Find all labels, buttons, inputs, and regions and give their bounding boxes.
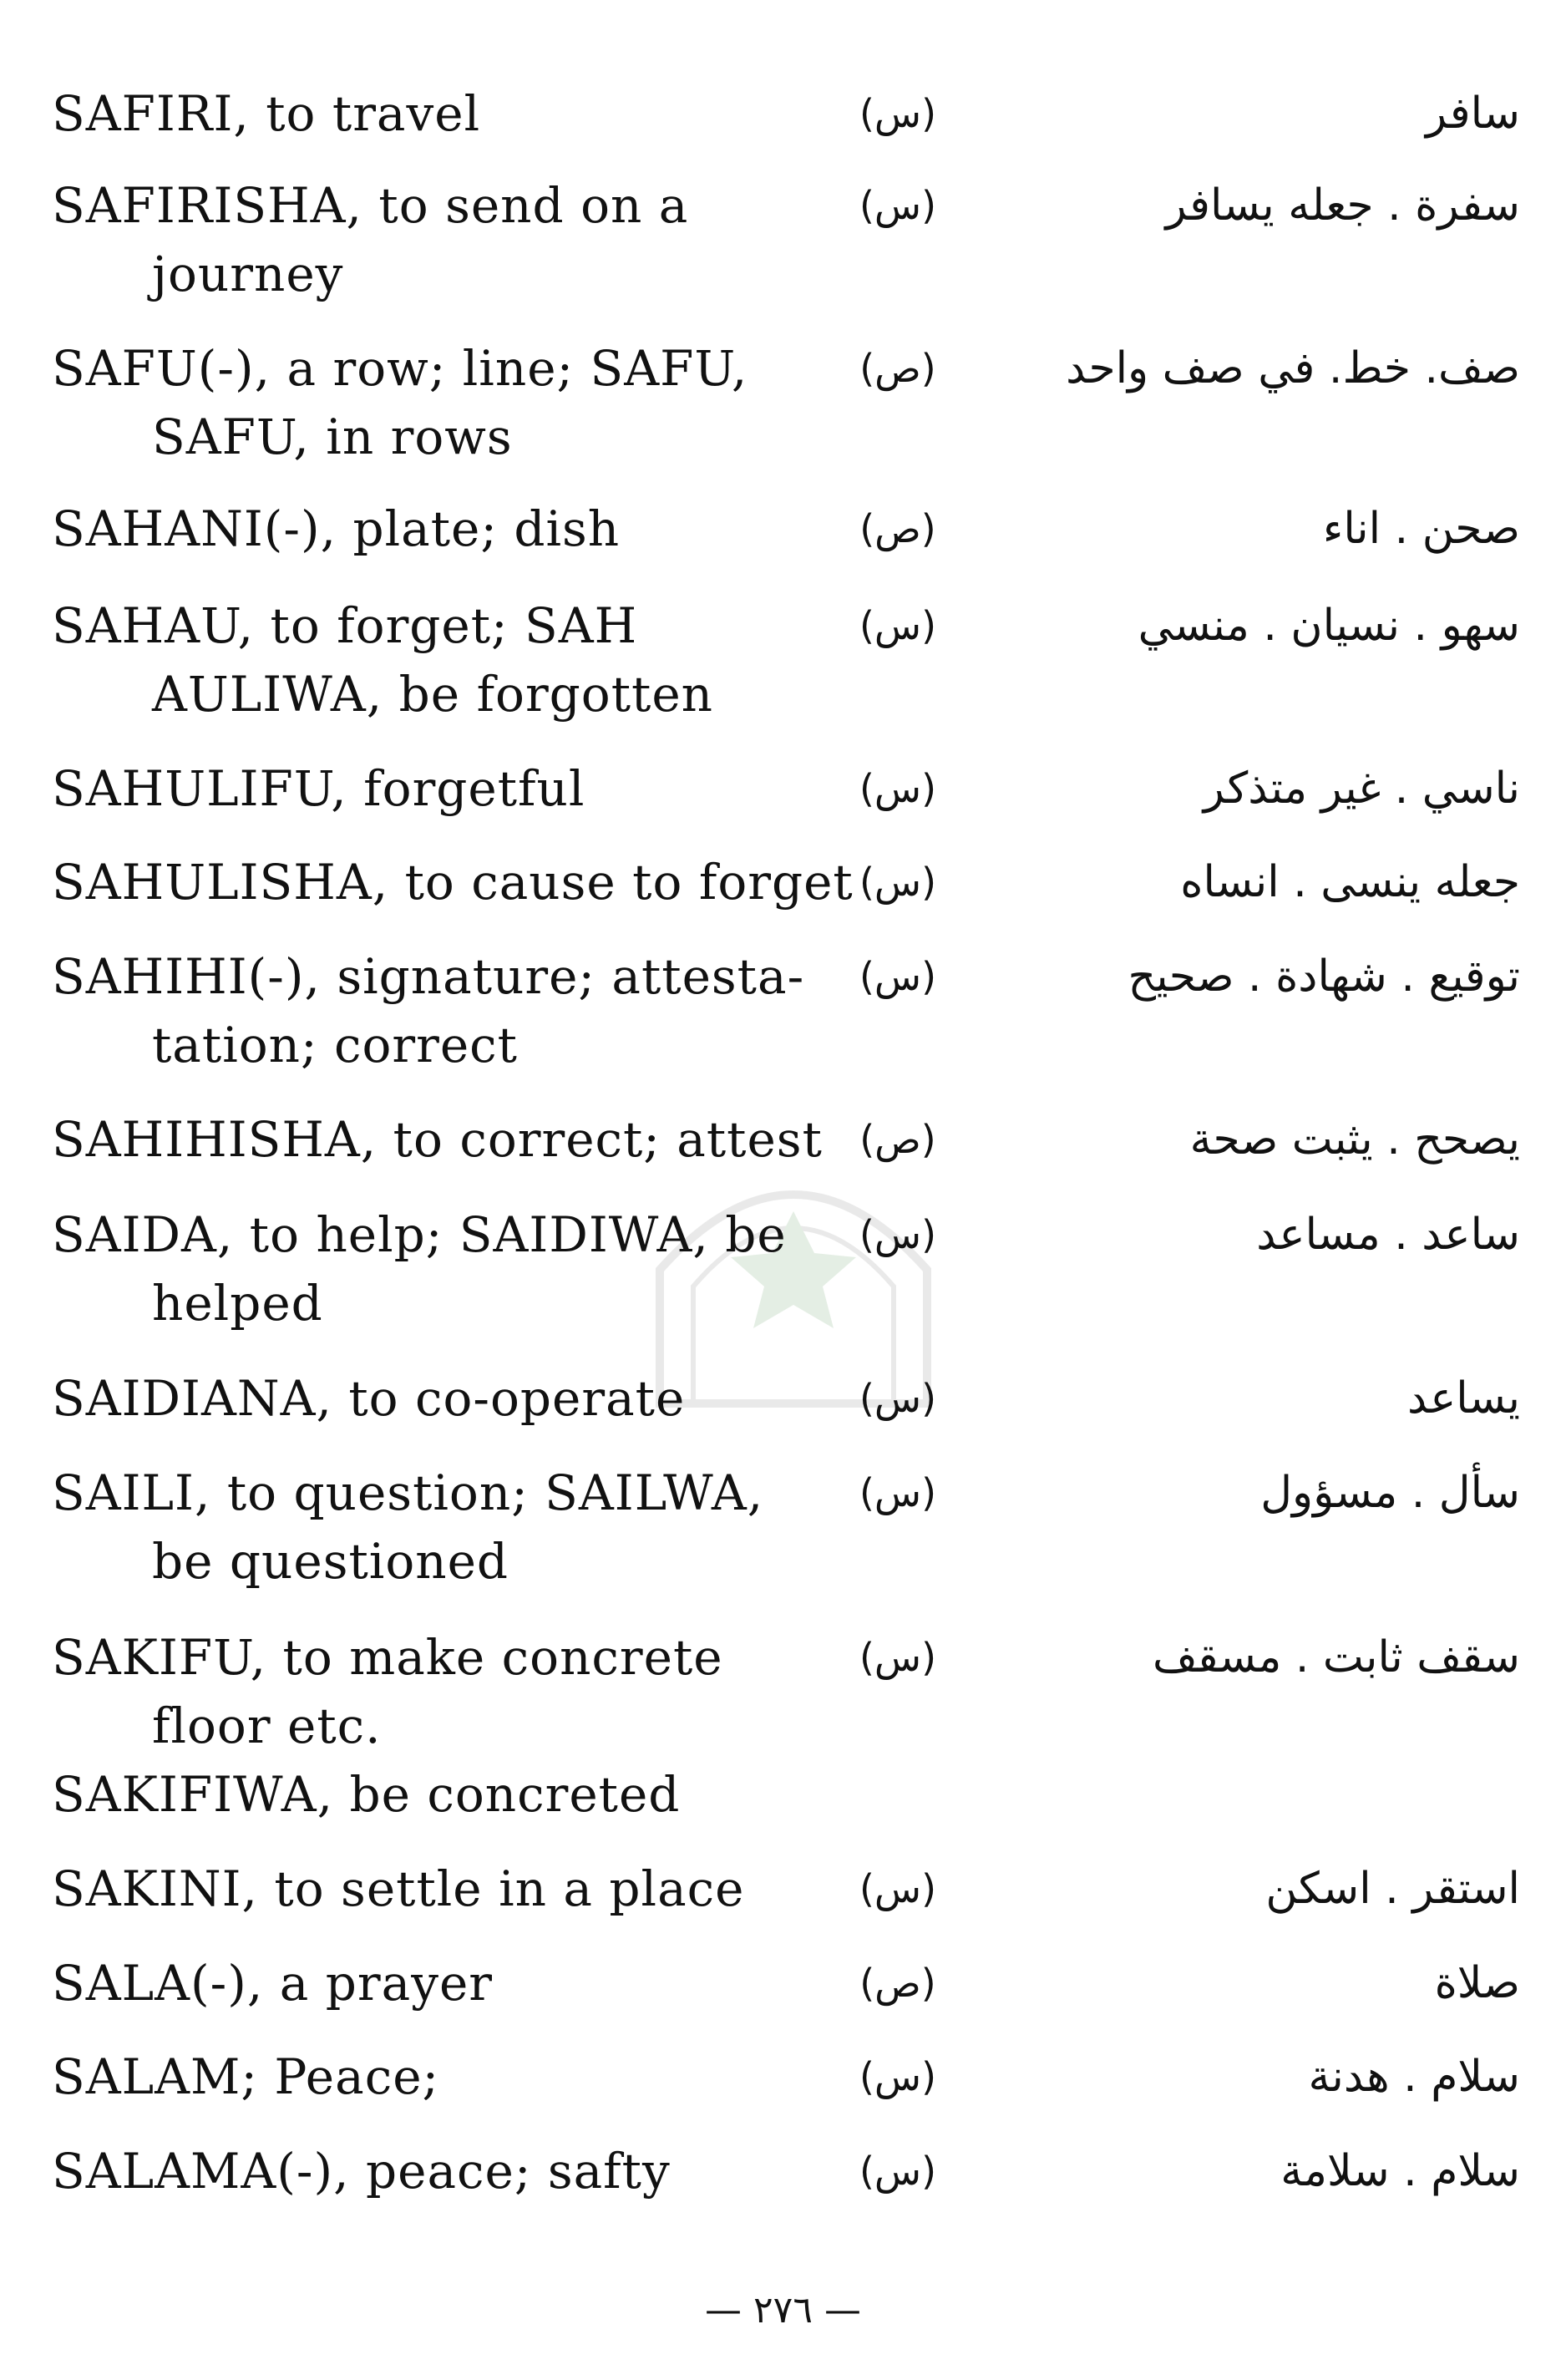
entry-english-continuation: tation; correct xyxy=(152,1017,518,1073)
entry-pos: (س) xyxy=(859,2149,937,2194)
entry-english-line: SALAMA(-), peace; safty xyxy=(52,2143,671,2200)
entry-english xyxy=(52,942,845,1079)
entry-english xyxy=(52,1364,845,1433)
page-number: — ٢٧٦ — xyxy=(705,2289,861,2332)
entry-english-line: SAFU(-), a row; line; SAFU, xyxy=(52,340,748,397)
entry-arabic: صلاة xyxy=(1434,1958,1520,2008)
entry-english xyxy=(52,79,845,148)
entry-english xyxy=(52,754,845,823)
entry-english-line: SAIDA, to help; SAIDIWA, be xyxy=(52,1206,787,1263)
entry-english-continuation: floor etc. xyxy=(152,1697,382,1754)
entry-english xyxy=(52,1855,845,1923)
entry-pos: (س) xyxy=(859,1470,937,1515)
entry-arabic: صحن . اناء xyxy=(1322,504,1520,554)
entry-english-line: SAHIHISHA, to correct; attest xyxy=(52,1111,823,1168)
entry-english-subentry: SAKIFIWA, be concreted xyxy=(52,1766,681,1823)
entry-pos: (ص) xyxy=(859,1117,936,1162)
entry-arabic: صف. خط. في صف واحد xyxy=(1066,343,1520,393)
entry-arabic: سفرة . جعله يسافر xyxy=(1165,180,1520,231)
entry-english-continuation: AULIWA, be forgotten xyxy=(152,666,714,723)
entry-pos: (س) xyxy=(859,1376,937,1421)
entry-arabic: سلام . هدنة xyxy=(1308,2052,1520,2102)
entry-arabic: جعله ينسى . انساه xyxy=(1180,857,1520,907)
entry-english-line: SAILI, to question; SAILWA, xyxy=(52,1464,764,1521)
entry-arabic: استقر . اسكن xyxy=(1265,1864,1520,1914)
entry-arabic: سافر xyxy=(1426,89,1520,139)
entry-arabic: يساعد xyxy=(1406,1373,1520,1423)
entry-arabic: ناسي . غير متذكر xyxy=(1203,764,1520,814)
entry-english xyxy=(52,591,845,728)
entry-english-continuation: journey xyxy=(152,246,344,302)
entry-english-line: SAHULIFU, forgetful xyxy=(52,760,585,817)
entry-english xyxy=(52,495,845,563)
entry-english xyxy=(52,1949,845,2017)
entry-english-line: SAKINI, to settle in a place xyxy=(52,1860,745,1917)
entry-pos: (س) xyxy=(859,860,937,905)
entry-arabic: سأل . مسؤول xyxy=(1260,1468,1520,1518)
entry-arabic: سلام . سلامة xyxy=(1280,2146,1520,2196)
entry-english-line: SAHANI(-), plate; dish xyxy=(52,500,621,557)
entry-pos: (ص) xyxy=(859,1961,936,2006)
entry-pos: (س) xyxy=(859,2054,937,2099)
entry-english xyxy=(52,334,845,471)
entry-arabic: سقف ثابت . مسقف xyxy=(1152,1632,1520,1682)
entry-english-line: SAHAU, to forget; SAH xyxy=(52,597,638,654)
entry-pos: (س) xyxy=(859,183,937,228)
entry-english-line: SALAM; Peace; xyxy=(52,2048,440,2105)
entry-english-line: SAHIHI(-), signature; attesta- xyxy=(52,948,805,1005)
entry-english-continuation: helped xyxy=(152,1275,323,1332)
entry-english-continuation: SAFU, in rows xyxy=(152,409,513,465)
entry-english xyxy=(52,2043,845,2111)
entry-pos: (س) xyxy=(859,766,937,811)
entry-pos: (س) xyxy=(859,91,937,136)
entry-english-line: SAIDIANA, to co-operate xyxy=(52,1370,686,1427)
entry-english-continuation: be questioned xyxy=(152,1533,509,1590)
entry-pos: (س) xyxy=(859,1212,937,1257)
entry-pos: (ص) xyxy=(859,346,936,391)
entry-arabic: يصحح . يثبت صحة xyxy=(1189,1114,1520,1165)
entry-english xyxy=(52,1200,845,1337)
entry-pos: (س) xyxy=(859,954,937,999)
entry-english-line: SAKIFU, to make concrete xyxy=(52,1629,723,1686)
entry-english xyxy=(52,1623,845,1829)
entry-pos: (س) xyxy=(859,1635,937,1680)
entry-arabic: ساعد . مساعد xyxy=(1256,1210,1520,1260)
entry-pos: (س) xyxy=(859,1866,937,1911)
entry-pos: (ص) xyxy=(859,506,936,551)
entry-english xyxy=(52,848,854,916)
entry-arabic: توقيع . شهادة . صحيح xyxy=(1128,951,1520,1002)
entry-english-line: SAFIRISHA, to send on a xyxy=(52,177,689,234)
entry-english xyxy=(52,2137,845,2205)
entry-arabic: سهو . نسيان . منسي xyxy=(1138,601,1520,651)
entry-english-line: SAFIRI, to travel xyxy=(52,85,481,142)
entry-english xyxy=(52,171,845,308)
entry-english-line: SAHULISHA, to cause to forget xyxy=(52,854,854,911)
entry-english xyxy=(52,1459,845,1596)
entry-english-line: SALA(-), a prayer xyxy=(52,1955,494,2012)
entry-pos: (س) xyxy=(859,603,937,648)
entry-english xyxy=(52,1105,845,1174)
